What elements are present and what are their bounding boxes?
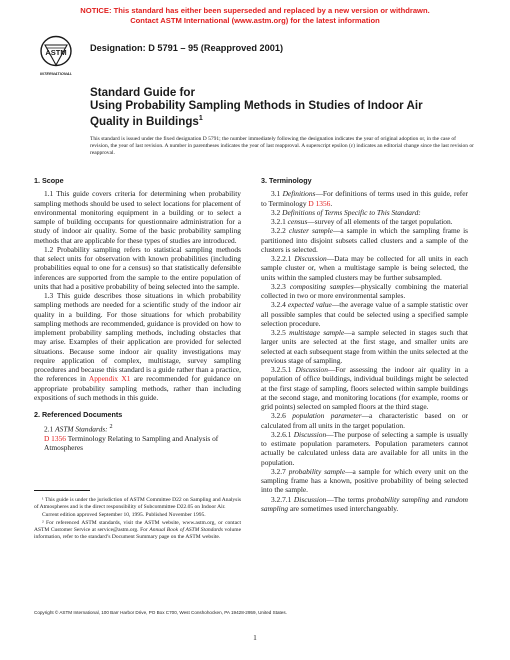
term-3-1: 3.1 Definitions—For definitions of terms used in this guide, refer to Terminology D 1356. — [261, 189, 468, 208]
term-3-1-italic: Definitions — [282, 189, 316, 199]
term-3-2-7 — [261, 467, 468, 495]
term-3-2-5-1 — [261, 365, 468, 411]
title-footnote-mark: 1 — [198, 115, 203, 123]
term-3-2-5-label: 3.2.5 — [271, 328, 286, 337]
term-cluster-sample: cluster sample — [288, 226, 333, 236]
term-population-parameter: population parameter — [292, 411, 362, 421]
scope-heading: 1. Scope — [34, 176, 64, 185]
term-3-2-label: 3.2 — [271, 207, 281, 217]
term-3-2-6-label: 3.2.6 — [271, 411, 286, 421]
term-3-2-3-label: 3.2.3 — [271, 281, 286, 291]
document-title — [90, 86, 470, 128]
term-3-2-7-1 — [261, 495, 468, 514]
left-column — [34, 176, 241, 452]
scope-paragraph-1-1: 1.1 This guide covers criteria for determining when probability sampling methods should be used to select locations for placement of environmental monitoring equipment in a building or to select a sample of building occupants for questionnaire administration for a study of indoor air quality. Some of the basic probability sampling methods that are applicable for these types of studies are introduced. — [34, 189, 241, 245]
ref-2-1-italic: ASTM Standards: — [55, 424, 108, 434]
d1356-link[interactable]: D 1356 — [44, 433, 66, 443]
page-number: 1 — [253, 633, 257, 642]
term-3-1-text: —For definitions of terms used in this guide, refer to Terminology — [261, 189, 468, 208]
scope-paragraph-1-3 — [34, 291, 241, 402]
term-expected-value: expected value — [287, 300, 332, 310]
ref-2-1-mark: 2 — [109, 424, 113, 431]
ref-2-1-label: 2.1 — [44, 424, 54, 434]
term-3-2-4-label: 3.2.4 — [271, 300, 286, 310]
term-3-2-5-1-discussion: Discussion — [295, 365, 328, 374]
term-random-sampling: random sampling — [261, 494, 468, 513]
designation: Designation: D 5791 – 95 (Reapproved 2001) — [90, 43, 284, 53]
copyright-line: Copyright © ASTM International, 100 Barr Harbor Drive, PO Box C700, West Conshohocken, PA 19428-2959, United States. — [34, 610, 287, 615]
scope-1-3-text-a: 1.3 This guide describes those situations in which probability sampling methods are needed for a scientific study of the indoor air quality in a building. For those situations for which probability sampling methods are recommended, guidance is provided on how to implement probability sampling methods, including obstacles that may arise. Examples of their application are provided for selected situations. Because some indoor air quality investigations may require application of complex, multistage, survey sampling procedures and because this standard is a guide rather than a practice, the references in — [34, 291, 241, 384]
scope-1-3-text-b: are recommended for guidance on appropriate probability sampling methods, rather than including expositions of such methods in this guide. — [34, 374, 241, 402]
term-probability-sample: probability sample — [288, 466, 346, 476]
term-3-2-italic: Definitions of Terms Specific to This Standard: — [282, 207, 421, 217]
term-3-2-6 — [261, 411, 468, 430]
term-3-2-3 — [261, 282, 468, 301]
term-3-2-7-1-discussion: Discussion — [293, 494, 327, 504]
footnote-divider — [34, 490, 90, 491]
term-3-2-5-text: —a sample selected in stages such that larger units are selected at the first stage, and smaller units are selected at each subsequent stage from within the units selected at the previous stage of sampling. — [261, 328, 468, 365]
notice-line-1: NOTICE: This standard has either been superseded and replaced by a new version or withdrawn. — [80, 6, 430, 15]
astm-logo-icon — [40, 35, 72, 77]
appendix-x1-link[interactable]: Appendix X1 — [88, 374, 131, 384]
notice-line-2: Contact ASTM International (www.astm.org) for the latest information — [130, 15, 380, 25]
term-3-2-2-1-label: 3.2.2.1 — [271, 254, 292, 263]
issue-note: This standard is issued under the fixed designation D 5791; the number immediately following the designation indicates the year of original adoption or, in the case of revision, the year of last revision. A number in parentheses indicates the year of last reapproval. A superscript epsilon (ε) indicates an editorial change since the last revision or reapproval. — [90, 136, 474, 156]
logo-caption: INTERNATIONAL — [39, 72, 73, 76]
term-3-2-7-1-text-a: —The terms — [326, 494, 365, 504]
term-3-2-4-text: —the average value of a sample statistic over all possible samples that could be selected using a specified sample selection procedure. — [261, 300, 468, 328]
term-3-2-2-1-text: —Data may be collected for all units in each sample cluster or, when a multistage sample is being selected, the units within the sampled clusters may be further subsampled. — [261, 254, 468, 282]
withdrawal-notice — [0, 6, 510, 25]
term-3-2-7-1-text-c: are sometimes used interchangeably. — [289, 503, 399, 513]
term-probability-sampling: probability sampling — [366, 494, 430, 504]
term-3-2-3-text: —physically combining the material collected in two or more environmental samples. — [261, 281, 468, 300]
term-3-2-5-1-text: —For assessing the indoor air quality in a population of office buildings, individual buildings might be selected at the first stage of sampling, floors selected within sample buildings at the second stage, and monitoring locations (for example, rooms or grid points) selected on sampled floors at the third stage. — [261, 365, 468, 411]
term-3-2-2-1-discussion: Discussion — [294, 254, 327, 263]
term-3-1-label: 3.1 — [271, 189, 281, 199]
reference-d1356 — [34, 434, 241, 453]
footnote-1: ¹ This guide is under the jurisdiction of ASTM Committee D22 on Sampling and Analysis of Atmospheres and is the direct responsibility of Subcommittee D22.05 on Indoor Air. — [34, 497, 241, 510]
term-3-2-5-1-label: 3.2.5.1 — [271, 365, 292, 374]
title-line-3-text: Quality in Buildings — [90, 115, 199, 129]
term-3-2-7-text: —a sample for which every unit on the sampling frame has a known, positive probability of being selected into the sample. — [261, 466, 468, 495]
term-d1356-link[interactable]: D 1356 — [308, 198, 331, 208]
logo-mark-text: ASTM — [45, 48, 67, 57]
term-3-2-7-1-text-b: and — [431, 494, 443, 504]
term-3-2-7-1-label: 3.2.7.1 — [271, 494, 292, 504]
d1356-title: Terminology Relating to Sampling and Analysis of Atmospheres — [44, 433, 219, 453]
title-line-3 — [90, 112, 470, 128]
title-line-2: Using Probability Sampling Methods in Studies of Indoor Air — [90, 99, 423, 113]
footnotes — [34, 490, 241, 541]
term-multistage-sample: multistage sample — [289, 328, 345, 337]
term-3-2-1 — [261, 217, 468, 226]
term-3-2-2 — [261, 226, 468, 254]
astm-standards-line — [34, 423, 241, 434]
footnote-1-approval: Current edition approved September 10, 1995. Published November 1995. — [42, 511, 206, 518]
term-3-2 — [261, 208, 468, 217]
term-3-2-2-label: 3.2.2 — [271, 226, 286, 236]
term-3-2-1-text: —survey of all elements of the target population. — [307, 217, 453, 226]
right-column — [261, 176, 468, 513]
footnote-2-italic: Annual Book of ASTM Standards — [149, 526, 223, 533]
scope-paragraph-1-2: 1.2 Probability sampling refers to statistical sampling methods that select units for observation with known probabilities (including probabilities equal to one for a census) so that statistically defensible inferences are supported from the sample to the entire population of units that had a positive probability of being selected into the sample. — [34, 244, 241, 291]
footnote-2 — [34, 520, 241, 541]
footnote-2-text-b: volume information, refer to the standard’s Document Summary page on the ASTM website. — [34, 526, 242, 540]
term-3-2-7-label: 3.2.7 — [271, 466, 286, 476]
term-3-2-4 — [261, 300, 468, 328]
term-3-2-6-1-label: 3.2.6.1 — [271, 429, 292, 439]
term-3-2-2-text: —a sample in which the sampling frame is partitioned into disjoint subsets called clusters and a sample of the clusters is selected. — [261, 226, 468, 254]
terminology-heading: 3. Terminology — [261, 176, 312, 185]
term-3-2-1-label: 3.2.1 — [271, 217, 286, 226]
term-compositing-samples: compositing samples — [289, 281, 354, 291]
term-3-2-6-text: —a characteristic based on or calculated from all units in the target population. — [261, 411, 468, 430]
term-census: census — [287, 217, 308, 226]
term-3-2-6-1-discussion: Discussion — [293, 429, 327, 439]
footnote-2-text-a: ² For referenced ASTM standards, visit the ASTM website, www.astm.org, or contact ASTM Customer Service at service@astm.org. For — [34, 519, 241, 533]
term-3-2-6-1 — [261, 430, 468, 467]
term-3-2-5 — [261, 328, 468, 365]
title-line-1: Standard Guide for — [90, 86, 195, 99]
term-3-2-2-1 — [261, 254, 468, 282]
references-heading: 2. Referenced Documents — [34, 410, 123, 419]
term-3-2-6-1-text: —The purpose of selecting a sample is usually to estimate population parameters. Population parameters cannot actually be calculated unless data are available for all units in the population. — [261, 429, 468, 467]
